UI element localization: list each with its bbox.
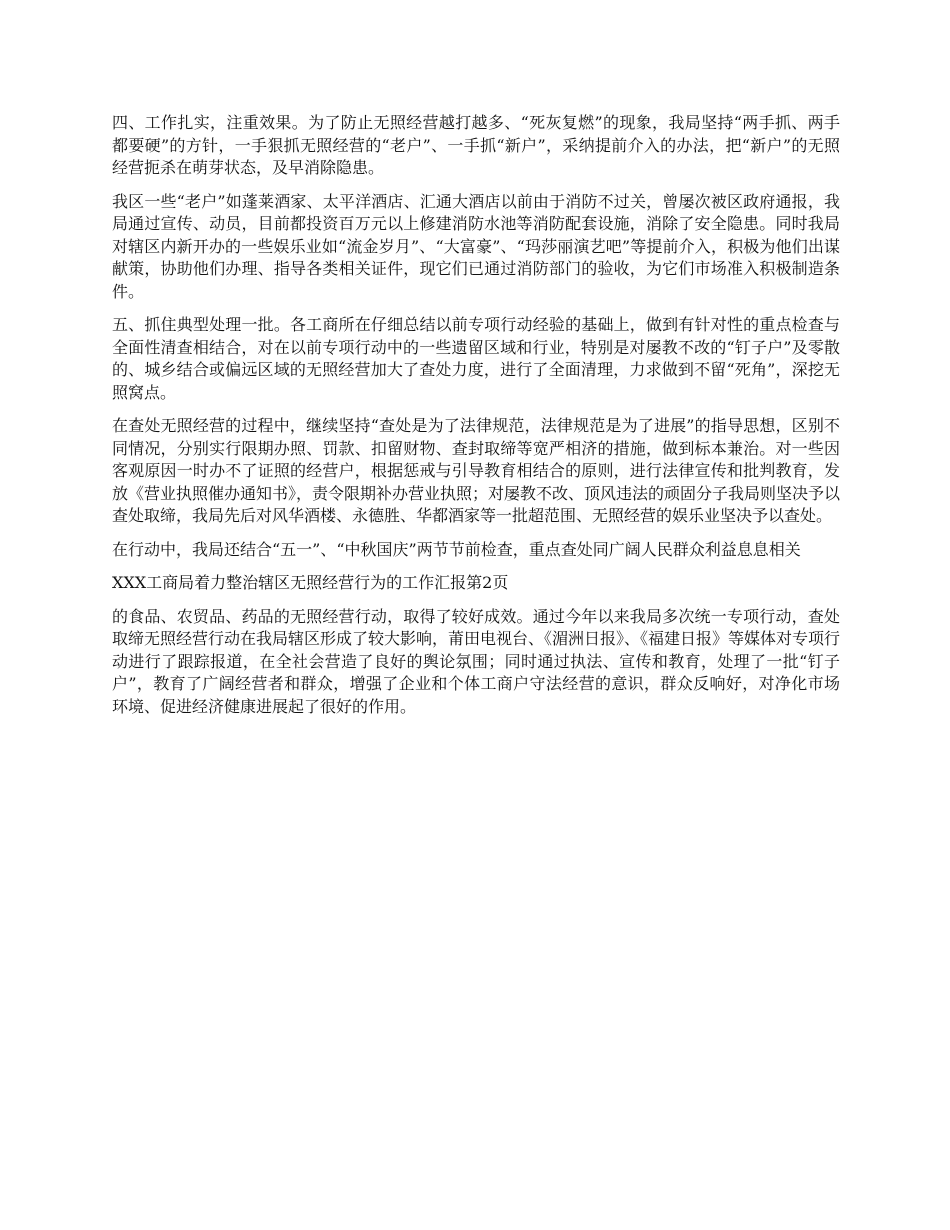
paragraph-old-households: 我区一些“老户”如蓬莱酒家、太平洋酒店、汇通大酒店以前由于消防不过关，曾屡次被区政府通报，我局通过宣传、动员，目前都投资百万元以上修建消防水池等消防配套设施，消除了安全隐患。同时我局对辖区内新开办的一些娱乐业如“流金岁月”、“大富豪”、“玛莎丽演艺吧”等提前介入，积极为他们出谋献策，协助他们办理、指导各类相关证件，现它们已通过消防部门的验收，为它们市场准入积极制造条件。 <box>112 191 840 301</box>
page-header-line: XXX工商局着力整治辖区无照经营行为的工作汇报第2页 <box>112 573 509 592</box>
document-page <box>112 112 840 729</box>
paragraph-section-four: 四、工作扎实，注重效果。为了防止无照经营越打越多、“死灰复燃”的现象，我局坚持“两手抓、两手都要硬”的方针，一手狠抓无照经营的“老户”、一手抓“新户”，采纳提前介入的办法，把“新户”的无照经营扼杀在萌芽状态，及早消除隐患。 <box>112 113 840 177</box>
paragraph-section-five: 五、抓住典型处理一批。各工商所在仔细总结以前专项行动经验的基础上，做到有针对性的重点检查与全面性清查相结合，对在以前专项行动中的一些遗留区域和行业，特别是对屡教不改的“钉子户”及零散的、城乡结合或偏远区域的无照经营加大了查处力度，进行了全面清理，力求做到不留“死角”，深挖无照窝点。 <box>112 315 840 402</box>
paragraph-results: 的食品、农贸品、药品的无照经营行动，取得了较好成效。通过今年以来我局多次统一专项行动，查处取缔无照经营行动在我局辖区形成了较大影响，莆田电视台、《湄洲日报》、《福建日报》等媒体对专项行动进行了跟踪报道，在全社会营造了良好的舆论氛围；同时通过执法、宣传和教育，处理了一批“钉子户”，教育了广阔经营者和群众，增强了企业和个体工商户守法经营的意识，群众反响好，对净化市场环境、促进经济健康进展起了很好的作用。 <box>112 606 841 716</box>
paragraph-holiday-inspection: 在行动中，我局还结合“五一”、“中秋国庆”两节节前检查，重点查处同广阔人民群众利益息息相关 <box>112 539 801 559</box>
paragraph-enforcement-process: 在查处无照经营的过程中，继续坚持“查处是为了法律规范，法律规范是为了进展”的指导思想，区别不同情况，分别实行限期办照、罚款、扣留财物、查封取缔等宽严相济的措施，做到标本兼治。对一些因客观原因一时办不了证照的经营户，根据惩戒与引导教育相结合的原则，进行法律宣传和批判教育，发放《营业执照催办通知书》，责令限期补办营业执照；对屡教不改、顶风违法的顽固分子我局则坚决予以查处取缔，我局先后对风华酒楼、永德胜、华都酒家等一批超范围、无照经营的娱乐业坚决予以查处。 <box>112 416 841 525</box>
